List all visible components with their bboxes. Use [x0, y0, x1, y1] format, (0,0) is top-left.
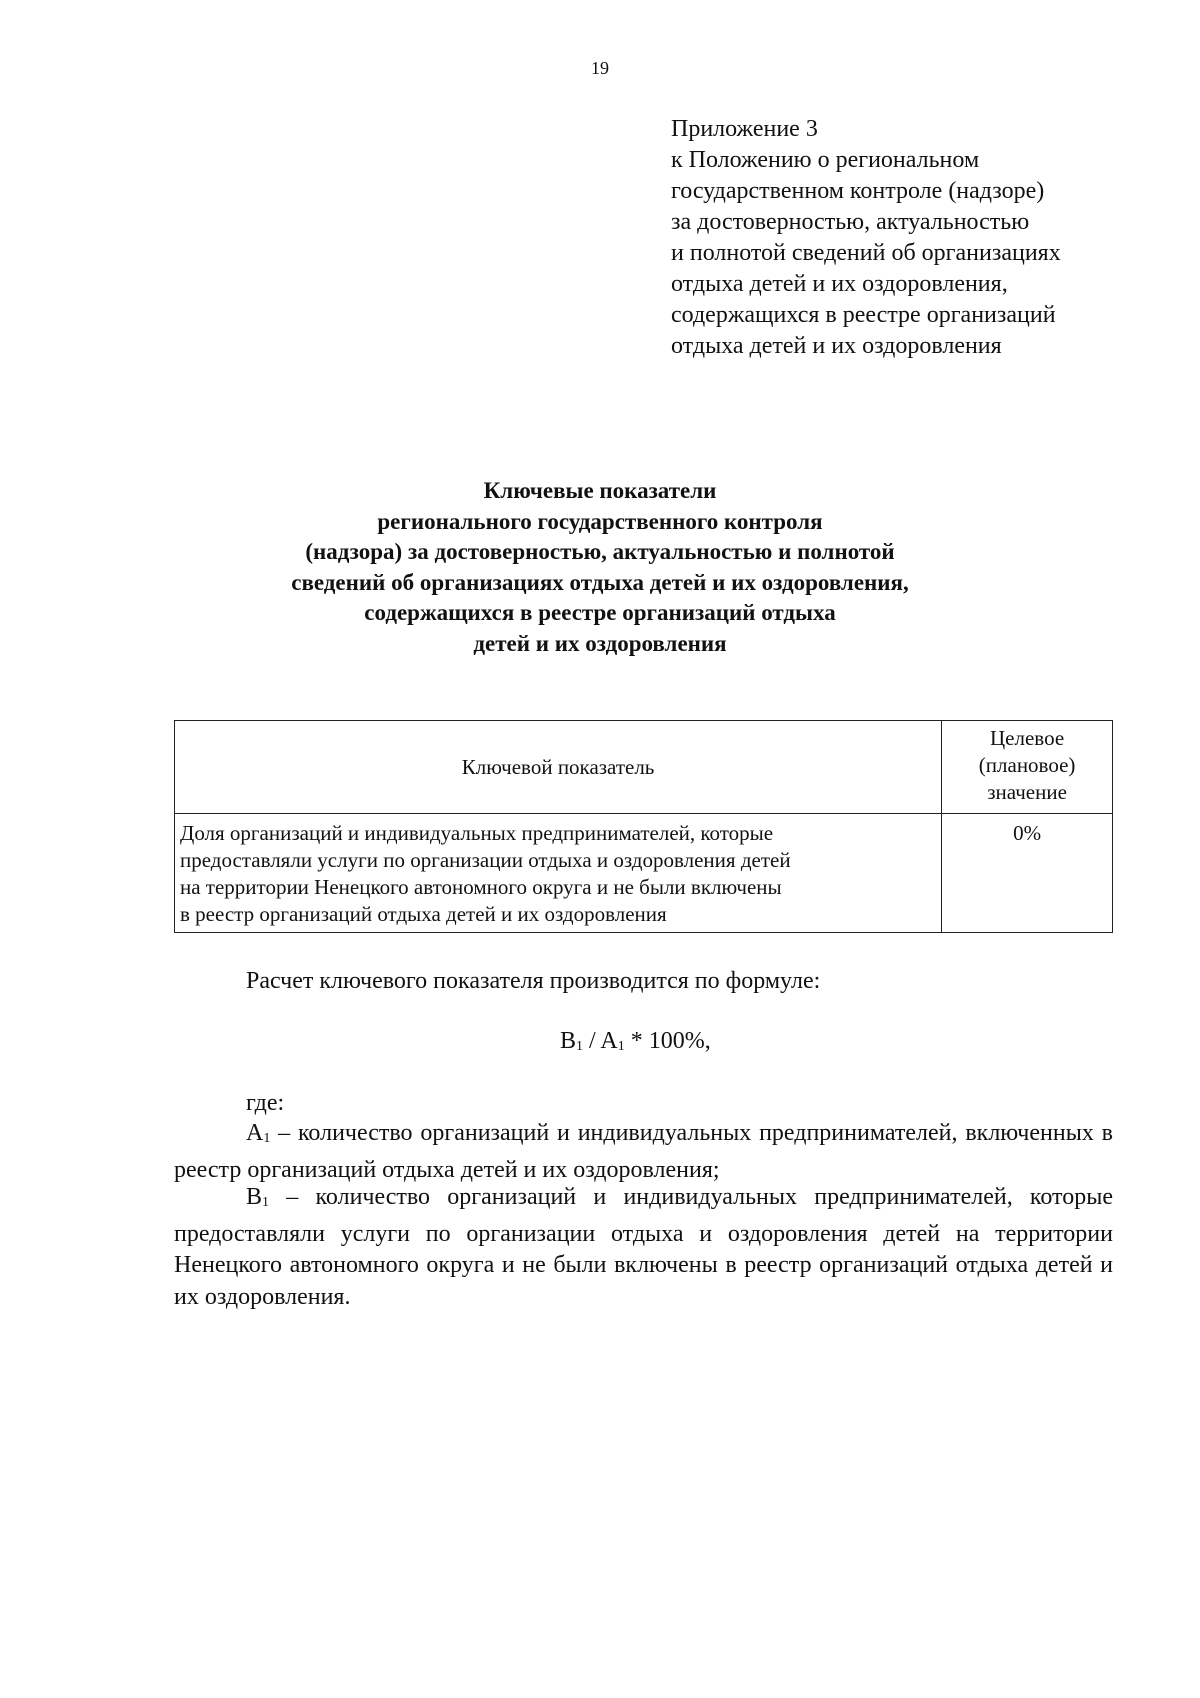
formula [560, 1028, 711, 1055]
title-line: сведений об организациях отдыха детей и их оздоровления, [291, 569, 909, 595]
title-line: содержащихся в реестре организаций отдыха [364, 600, 836, 625]
calculation-intro: Расчет ключевого показателя производится по формуле: [246, 968, 821, 994]
row-target-value: 0% [942, 814, 1113, 933]
row-indicator-line: Доля организаций и индивидуальных предпринимателей, которые [180, 821, 774, 845]
row-indicator [175, 814, 942, 933]
appendix-line: к Положению о региональном [671, 147, 980, 173]
page-number: 19 [591, 58, 609, 78]
title-line: Ключевые показатели [483, 478, 717, 503]
where-label: где: [246, 1090, 285, 1116]
formula-b-subscript: 1 [576, 1039, 584, 1054]
appendix-line: отдыха детей и их оздоровления [671, 333, 1002, 359]
formula-a-symbol: A [600, 1028, 618, 1054]
appendix-header [671, 114, 1141, 362]
appendix-line: и полнотой сведений об организациях [671, 240, 1061, 266]
definition-b-symbol: B [246, 1184, 263, 1210]
header-target-line: значение [987, 780, 1067, 804]
table-row [175, 814, 1113, 933]
definition-a-subscript: 1 [263, 1131, 271, 1146]
title-line: детей и их оздоровления [473, 630, 727, 656]
definition-b-subscript: 1 [262, 1195, 270, 1210]
appendix-line: содержащихся в реестре организаций [671, 302, 1056, 328]
definition-a-text: – количество организаций и индивидуальных предпринимателей, включенных в реестр организаций отдыха детей и их оздоровления; [174, 1120, 1113, 1183]
table-header-row [175, 721, 1113, 814]
indicator-table [174, 720, 1113, 933]
title-line: (надзора) за достоверностью, актуальностью и полнотой [305, 539, 895, 564]
formula-a-subscript: 1 [617, 1039, 625, 1054]
formula-divider: / [583, 1028, 601, 1054]
row-indicator-line: в реестр организаций отдыха детей и их оздоровления [180, 902, 667, 926]
header-target [942, 721, 1113, 814]
appendix-line: государственном контроле (надзоре) [671, 178, 1045, 204]
appendix-line: отдыха детей и их оздоровления, [671, 271, 1008, 297]
row-indicator-line: на территории Ненецкого автономного округа и не были включены [180, 875, 782, 899]
appendix-line: за достоверностью, актуальностью [671, 209, 1030, 235]
formula-rest: * 100%, [624, 1028, 711, 1054]
definition-b [174, 1182, 1113, 1313]
definition-b-text: – количество организаций и индивидуальных предпринимателей, которые предоставляли услуги по организации отдыха и оздоровления детей на территории Ненецкого автономного округа и не были включены в реестр организаций отдыха детей и их оздоровления. [174, 1184, 1113, 1310]
definition-a-symbol: A [246, 1120, 264, 1146]
header-target-line: Целевое [990, 726, 1065, 750]
title-line: регионального государственного контроля [377, 508, 823, 534]
document-title [150, 476, 1050, 659]
header-target-line: (плановое) [978, 753, 1076, 777]
appendix-line: Приложение 3 [671, 116, 818, 142]
header-indicator: Ключевой показатель [175, 721, 942, 814]
definition-a [174, 1118, 1113, 1186]
formula-b-symbol: B [560, 1028, 577, 1054]
row-indicator-line: предоставляли услуги по организации отдыха и оздоровления детей [180, 848, 791, 872]
